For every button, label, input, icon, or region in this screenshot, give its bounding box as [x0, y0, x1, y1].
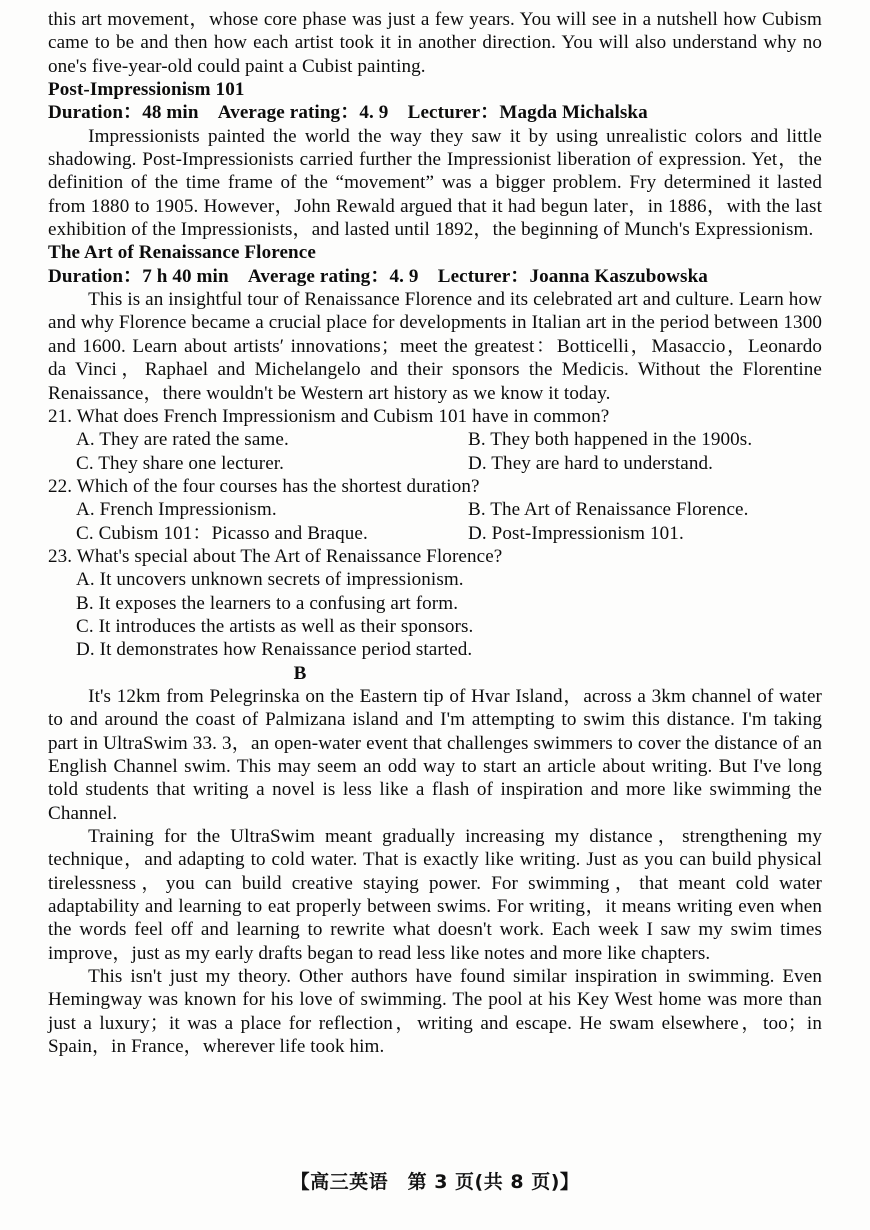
- question-22-options-row-2: [48, 522, 822, 545]
- question-21-option-d[interactable]: D. They are hard to understand.: [468, 452, 714, 474]
- passage-b-paragraph-2: Training for the UltraSwim meant gradually increasing my distance，strengthening my technique，and adapting to cold water. That is exactly like writing. Just as you can build physical tirelessness，you can build creative staying power. For swimming，that meant cold water adaptability and learning to eat properly between swims. For writing，it means writing even when the words feel off and learning to rewrite what doesn't work. Each week I saw my swim times improve，just as my early drafts began to read less like notes and more like chapters.: [48, 826, 822, 964]
- course-title-renaissance-florence: The Art of Renaissance Florence: [48, 242, 316, 264]
- question-21-option-a[interactable]: A. They are rated the same.: [76, 429, 289, 451]
- question-21-options-row-2: [48, 452, 822, 475]
- question-23-option-d[interactable]: D. It demonstrates how Renaissance period started.: [76, 639, 473, 661]
- question-22-options-row-1: [48, 498, 822, 521]
- passage-a-continuation-paragraph: this art movement，whose core phase was just a few years. You will see in a nutshell how Cubism came to be and then how each artist took it in another direction. You will also understand why no one's five-year-old could paint a Cubist painting.: [48, 9, 822, 77]
- text-column: [48, 8, 822, 1058]
- question-21-options-row-1: [48, 428, 822, 451]
- course-meta-post-impressionism: Duration：48 min Average rating：4. 9 Lecturer：Magda Michalska: [48, 102, 648, 124]
- question-23-option-a[interactable]: A. It uncovers unknown secrets of impressionism.: [76, 569, 464, 591]
- question-22-option-c[interactable]: C. Cubism 101：Picasso and Braque.: [76, 522, 368, 544]
- course-description-post-impressionism: Impressionists painted the world the way they saw it by using unrealistic colors and little shadowing. Post-Impressionists carried further the Impressionist liberation of expression. Yet，the definition of the time frame of the “movement” was a bigger problem. Fry determined it lasted from 1880 to 1905. However，John Rewald argued that it had begun later，in 1886，with the last exhibition of the Impressionists，and lasted until 1892，the beginning of Munch's Expressionism.: [48, 125, 822, 241]
- question-23-stem: 23. What's special about The Art of Renaissance Florence?: [48, 545, 503, 567]
- course-description-renaissance-florence: This is an insightful tour of Renaissance Florence and its celebrated art and culture. Learn how and why Florence became a crucial place for developments in Italian art in the period between 1300 and 1600. Learn about artists′ innovations；meet the greatest：Botticelli，Masaccio，Leonardo da Vinci，Raphael and Michelangelo and their sponsors the Medicis. Without the Florentine Renaissance，there wouldn't be Western art history as we know it today.: [48, 289, 822, 404]
- course-meta-renaissance-florence: Duration：7 h 40 min Average rating：4. 9 Lecturer：Joanna Kaszubowska: [48, 265, 708, 287]
- question-23-option-b[interactable]: B. It exposes the learners to a confusing art form.: [76, 592, 459, 614]
- question-22-option-b[interactable]: B. The Art of Renaissance Florence.: [468, 499, 749, 521]
- question-23-option-c[interactable]: C. It introduces the artists as well as their sponsors.: [76, 615, 474, 637]
- page-footer: 【高三英语 第 3 页(共 8 页)】: [290, 1171, 580, 1193]
- question-21-option-b[interactable]: B. They both happened in the 1900s.: [468, 429, 753, 451]
- passage-b-paragraph-1: It's 12km from Pelegrinska on the Eastern tip of Hvar Island，across a 3km channel of water to and around the coast of Palmizana island and I'm attempting to swim this distance. I'm taking part in UltraSwim 33. 3，an open-water event that challenges swimmers to cover the distance of an English Channel swim. This may seem an odd way to start an article about writing. But I've long told students that writing a novel is less like a flash of inspiration and more like swimming the Channel.: [48, 685, 822, 824]
- passage-b-paragraph-3: This isn't just my theory. Other authors have found similar inspiration in swimming. Even Hemingway was known for his love of swimming. The pool at his Key West home was more than just a luxury；it was a place for reflection，writing and escape. He swam elsewhere，too；in Spain，in France，wherever life took him.: [48, 966, 822, 1058]
- question-21-option-c[interactable]: C. They share one lecturer.: [76, 452, 285, 474]
- section-b-letter: B: [293, 662, 307, 684]
- question-22-stem: 22. Which of the four courses has the shortest duration?: [48, 475, 480, 497]
- course-title-post-impressionism: Post-Impressionism 101: [48, 79, 245, 101]
- question-22-option-a[interactable]: A. French Impressionism.: [76, 499, 277, 521]
- question-21-stem: 21. What does French Impressionism and Cubism 101 have in common?: [48, 405, 610, 427]
- question-22-option-d[interactable]: D. Post-Impressionism 101.: [468, 522, 684, 544]
